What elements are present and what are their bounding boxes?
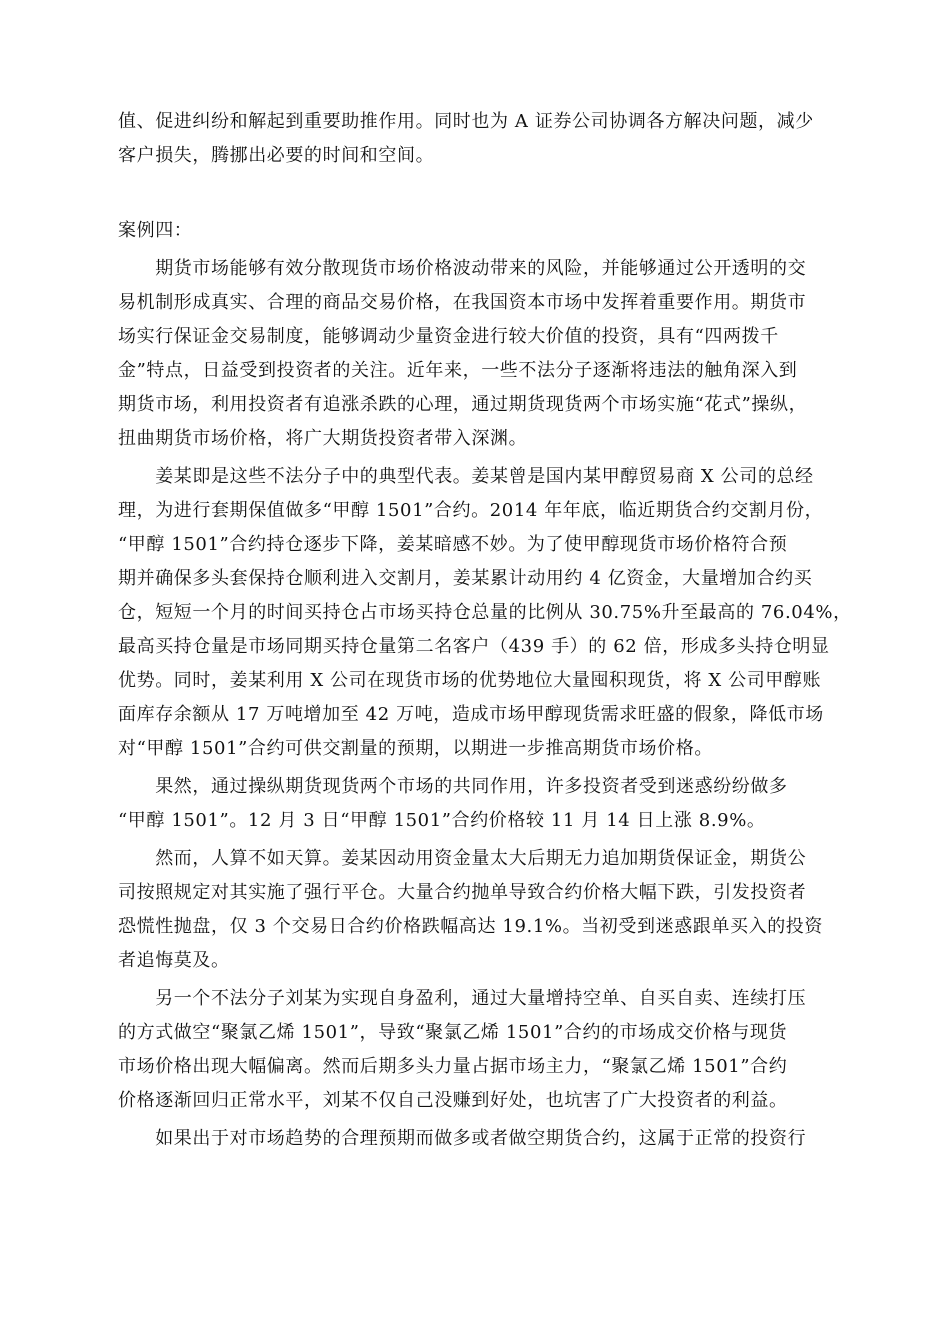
paragraph-conclusion	[118, 1122, 834, 1156]
paragraph-futures-market	[118, 252, 834, 456]
text-line: “甲醇 1501”合约持仓逐步下降，姜某暗感不妙。为了使甲醇现货市场价格符合预	[118, 534, 788, 555]
text-line: 果然，通过操纵期货现货两个市场的共同作用，许多投资者受到迷惑纷纷做多	[118, 776, 788, 797]
paragraph-forced-liquidation	[118, 842, 834, 978]
text-line: 优势。同时，姜某利用 X 公司在现货市场的优势地位大量囤积现货，将 X 公司甲醇账	[118, 670, 822, 691]
text-line: “甲醇 1501”。12 月 3 日“甲醇 1501”合约价格较 11 月 14 日上涨 8.9%。	[118, 810, 766, 831]
paragraph-gap	[118, 173, 834, 214]
text-line: 面库存余额从 17 万吨增加至 42 万吨，造成市场甲醇现货需求旺盛的假象，降低市场	[118, 704, 824, 725]
text-line: 对“甲醇 1501”合约可供交割量的预期，以期进一步推高期货市场价格。	[118, 738, 713, 759]
text-line: 然而，人算不如天算。姜某因动用资金量太大后期无力追加期货保证金，期货公	[118, 848, 807, 869]
text-line: 客户损失，腾挪出必要的时间和空间。	[118, 145, 435, 166]
text-line: 扭曲期货市场价格，将广大期货投资者带入深渊。	[118, 428, 528, 449]
text-line: 恐慌性抛盘，仅 3 个交易日合约价格跌幅高达 19.1%。当初受到迷惑跟单买入的投资	[118, 916, 823, 937]
text-line: 者追悔莫及。	[118, 950, 230, 971]
text-line: 理，为进行套期保值做多“甲醇 1501”合约。2014 年年底，临近期货合约交割月份，	[118, 500, 824, 521]
text-line: 场实行保证金交易制度，能够调动少量资金进行较大价值的投资，具有“四两拨千	[118, 326, 779, 347]
text-line: 价格逐渐回归正常水平，刘某不仅自己没赚到好处，也坑害了广大投资者的利益。	[118, 1090, 788, 1111]
text-line: 姜某即是这些不法分子中的典型代表。姜某曾是国内某甲醇贸易商 X 公司的总经	[118, 466, 814, 487]
text-line: 期货市场，利用投资者有追涨杀跌的心理，通过期货现货两个市场实施“花式”操纵，	[118, 394, 808, 415]
text-line: 仓，短短一个月的时间买持仓占市场买持仓总量的比例从 30.75%升至最高的 76.04%，	[118, 602, 852, 623]
paragraph-intro-continuation	[118, 105, 834, 173]
paragraph-jiang-case	[118, 460, 852, 766]
text-line: 值、促进纠纷和解起到重要助推作用。同时也为 A 证券公司协调各方解决问题，减少	[118, 111, 814, 132]
text-line: 案例四：	[118, 220, 193, 241]
paragraph-liu-case	[118, 982, 834, 1118]
text-line: 期并确保多头套保持仓顺利进入交割月，姜某累计动用约 4 亿资金，大量增加合约买	[118, 568, 813, 589]
text-line: 司按照规定对其实施了强行平仓。大量合约抛单导致合约价格大幅下跌，引发投资者	[118, 882, 807, 903]
text-line: 最高买持仓量是市场同期买持仓量第二名客户（439 手）的 62 倍，形成多头持仓明显	[118, 636, 830, 657]
case-heading	[118, 214, 834, 248]
paragraph-result	[118, 770, 834, 838]
text-line: 如果出于对市场趋势的合理预期而做多或者做空期货合约，这属于正常的投资行	[118, 1128, 807, 1149]
document-page	[118, 105, 852, 1156]
text-line: 易机制形成真实、合理的商品交易价格，在我国资本市场中发挥着重要作用。期货市	[118, 292, 807, 313]
text-line: 金”特点，日益受到投资者的关注。近年来，一些不法分子逐渐将违法的触角深入到	[118, 360, 798, 381]
text-line: 期货市场能够有效分散现货市场价格波动带来的风险，并能够通过公开透明的交	[118, 258, 807, 279]
text-line: 市场价格出现大幅偏离。然而后期多头力量占据市场主力，“聚氯乙烯 1501”合约	[118, 1056, 788, 1077]
text-line: 另一个不法分子刘某为实现自身盈利，通过大量增持空单、自买自卖、连续打压	[118, 988, 807, 1009]
text-line: 的方式做空“聚氯乙烯 1501”，导致“聚氯乙烯 1501”合约的市场成交价格与现货	[118, 1022, 788, 1043]
